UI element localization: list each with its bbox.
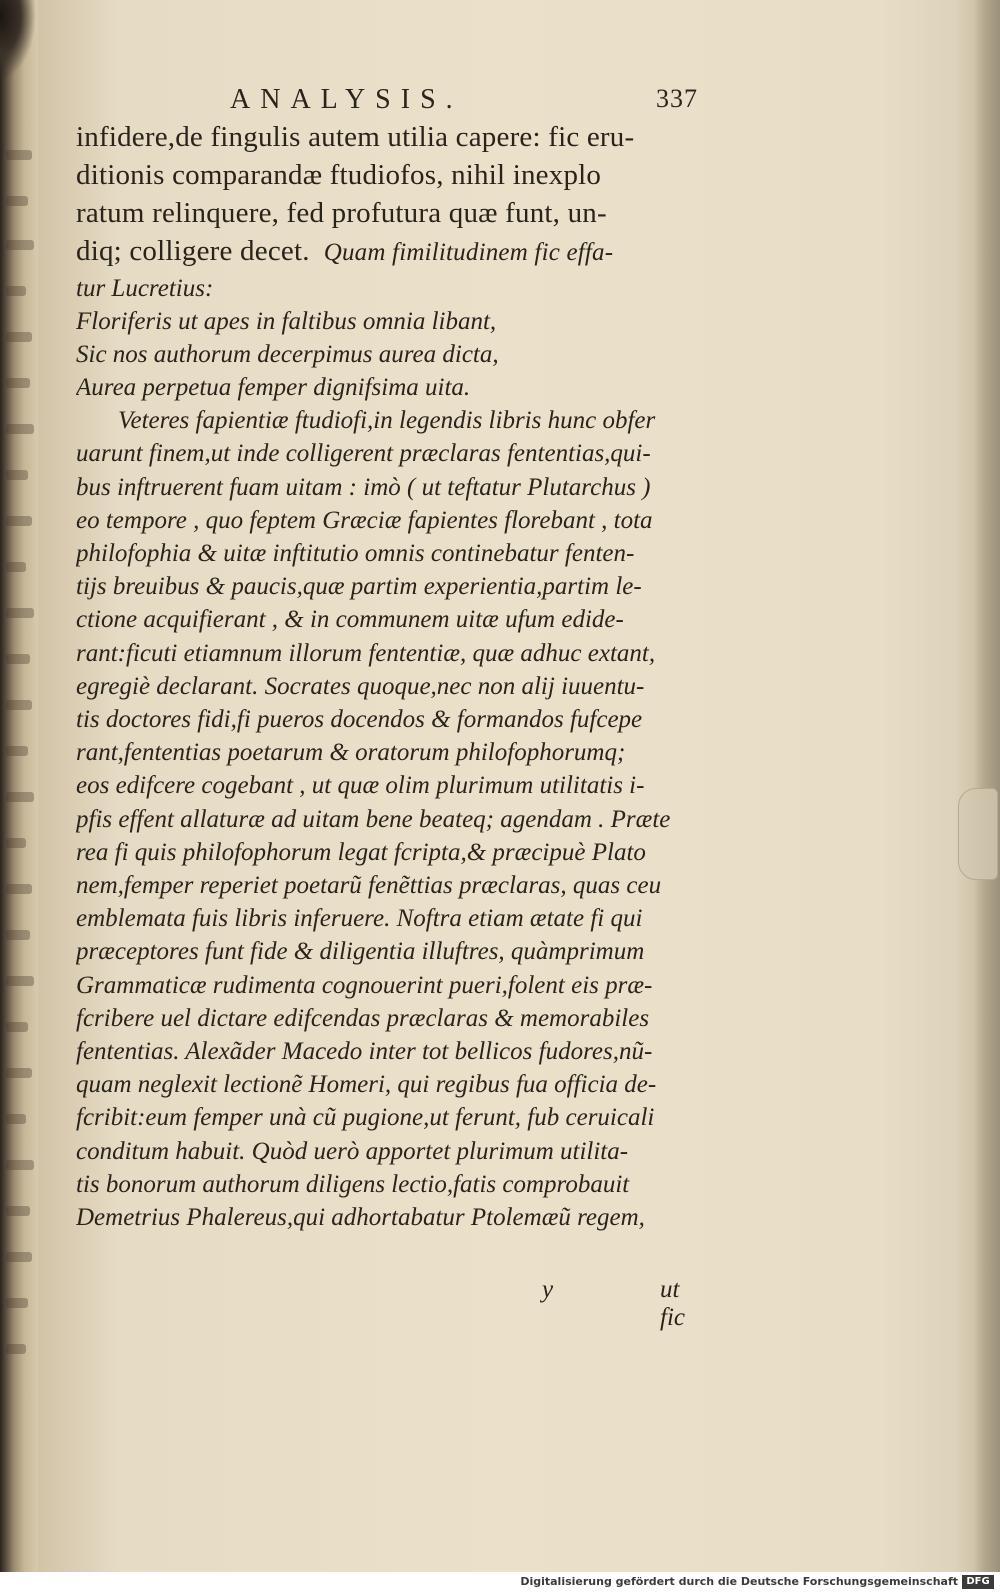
italic-segment: Quam fimilitudinem fic effa- — [323, 239, 614, 266]
text-line: tis bonorum authorum diligens lectio,fatis comprobauit — [76, 1170, 630, 1198]
page-tab — [958, 788, 998, 880]
text-line: rea fi quis philofophorum legat fcripta,& præcipuè Plato — [76, 838, 646, 866]
text-line: fcribere uel dictare edifcendas præclaras & memorabiles — [76, 1004, 650, 1032]
text-line: Floriferis ut apes in faltibus omnia libant, — [76, 308, 497, 336]
text-line: Sic nos authorum decerpimus aurea dicta, — [76, 341, 499, 369]
text-line: philofophia & uitæ inftitutio omnis continebatur fenten- — [76, 540, 635, 568]
text-line: tis doctores fidi,fi pueros docendos & formandos fufcepe — [76, 706, 643, 734]
text-line: tijs breuibus & paucis,quæ partim experientia,partim le- — [76, 573, 642, 601]
text-line: emblemata fuis libris inferuere. Noftra etiam ætate fi qui — [76, 905, 643, 933]
text-line: egregiè declarant. Socrates quoque,nec non alij iuuentu- — [76, 672, 645, 700]
roman-segment: diq; colligere decet. — [76, 235, 310, 267]
text-line: Demetrius Phalereus,qui adhortabatur Ptolemæũ regem, — [76, 1204, 645, 1232]
text-line: infidere,de fingulis autem utilia capere: fic eru- — [76, 121, 635, 153]
digitization-footer — [0, 1572, 1000, 1592]
text-line: uarunt finem,ut inde colligerent præclaras fententias,qui- — [76, 440, 651, 468]
text-line: eos edifcere cogebant , ut quæ olim plurimum utilitatis i- — [76, 772, 645, 800]
text-line: rant:ficuti etiamnum illorum fententiæ, quæ adhuc extant, — [76, 639, 656, 667]
body-text — [76, 118, 706, 1234]
text-line: Veteres fapientiæ ftudiofi,in legendis libris hunc obfer — [118, 407, 656, 435]
text-line: ditionis comparandæ ftudiofos, nihil inexplo — [76, 159, 602, 191]
text-line: pfis effent allaturæ ad uitam bene beateq; agendam . Præte — [76, 805, 671, 833]
text-line: nem,femper reperiet poetarũ fenẽttias præclaras, quas ceu — [76, 872, 662, 900]
signature-mark: y — [542, 1276, 554, 1303]
text-line: rant,fententias poetarum & oratorum philofophorumq; — [76, 739, 626, 767]
text-line: Grammaticæ rudimenta cognouerint pueri,folent eis præ- — [76, 971, 653, 999]
facing-page-bleed — [2, 0, 40, 1572]
text-line: Aurea perpetua femper dignifsima uita. — [76, 374, 471, 402]
text-line: quam neglexit lectionẽ Homeri, qui regibus fua officia de- — [76, 1071, 657, 1099]
page-number: 337 — [656, 84, 698, 113]
text-line: ctione acquifierant , & in communem uitæ ufum edide- — [76, 606, 624, 634]
text-line: fcribit:eum femper unà cũ pugione,ut ferunt, fub ceruicali — [76, 1104, 655, 1132]
text-line: præceptores funt fide & diligentia illuftres, quàmprimum — [76, 938, 645, 966]
page-foot — [76, 1276, 706, 1331]
text-line: tur Lucretius: — [76, 275, 214, 302]
footer-credit: Digitalisierung gefördert durch die Deutsche Forschungsgemeinschaft — [520, 1575, 958, 1588]
text-line: bus inftruerent fuam uitam : imò ( ut teftatur Plutarchus ) — [76, 473, 651, 501]
text-line: conditum habuit. Quòd uerò apportet plurimum utilita- — [76, 1137, 629, 1165]
catchword: ut fic — [660, 1276, 685, 1331]
page-edge-shadow — [974, 0, 1000, 1572]
text-line — [76, 232, 706, 272]
text-line: fententias. Alexãder Macedo inter tot bellicos fudores,nũ- — [76, 1038, 653, 1066]
text-line: eo tempore , quo feptem Græciæ fapientes florebant , tota — [76, 506, 653, 534]
dfg-logo: DFG — [962, 1575, 994, 1589]
text-line: ratum relinquere, fed profutura quæ funt, un- — [76, 197, 607, 229]
running-head: ANALYSIS. — [230, 84, 463, 115]
